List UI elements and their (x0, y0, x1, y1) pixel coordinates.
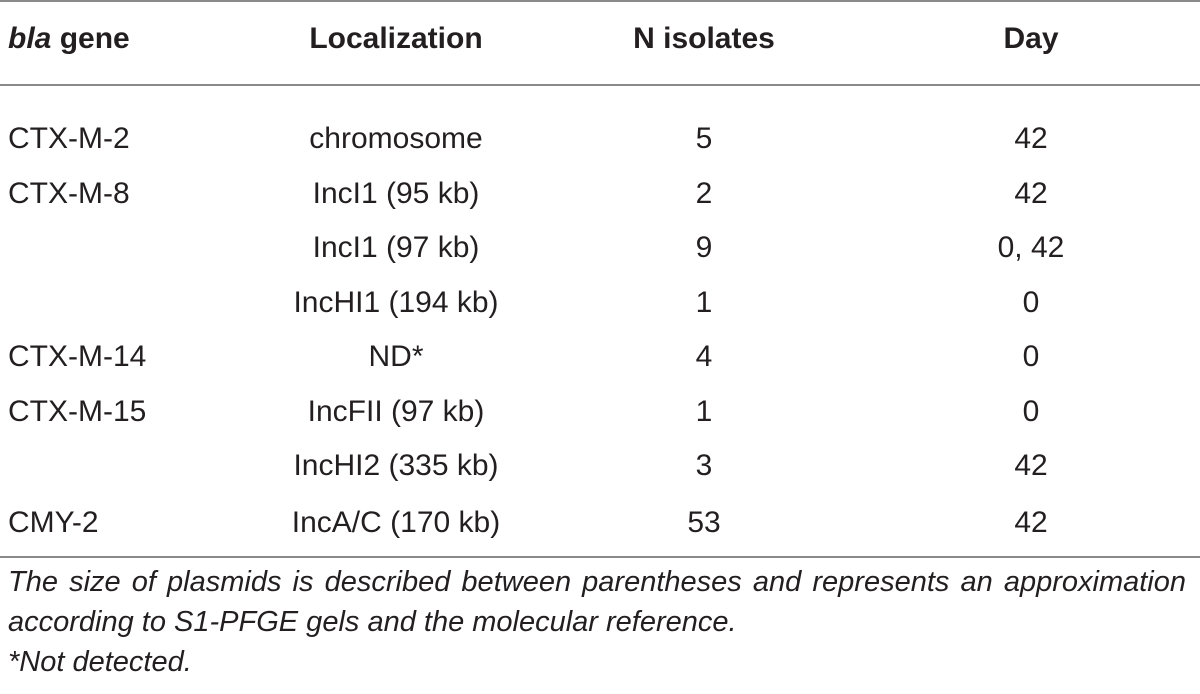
cell-gene (0, 276, 246, 331)
cell-n-isolates: 3 (695, 449, 713, 483)
footnote-not-detected: *Not detected. (8, 646, 192, 678)
header-day: Day (862, 1, 1200, 85)
cell-n-isolates: 5 (695, 122, 713, 156)
cell-day: 0 (1022, 394, 1040, 428)
cell-n-isolates: 1 (695, 285, 713, 319)
table-row (0, 167, 1200, 222)
cell-gene: CMY-2 (0, 494, 246, 557)
cell-n-isolates: 9 (695, 231, 713, 265)
header-bla-gene (0, 1, 246, 85)
cell-localization: IncI1 (95 kb) (312, 176, 480, 210)
header-gene-text: gene (51, 22, 130, 55)
header-row (0, 1, 1200, 85)
cell-n-isolates: 2 (695, 176, 713, 210)
header-n-isolates: N isolates (546, 1, 862, 85)
table-body (0, 85, 1200, 557)
cell-n-isolates: 4 (695, 340, 713, 374)
cell-gene: CTX-M-15 (8, 394, 147, 428)
cell-day: 0 (1022, 340, 1040, 374)
cell-day: 42 (1014, 176, 1048, 210)
table-header (0, 1, 1200, 85)
cell-n-isolates: 1 (695, 394, 713, 428)
cell-localization: IncFII (97 kb) (307, 394, 485, 428)
spacer-row (0, 85, 1200, 112)
cell-gene: CTX-M-8 (8, 176, 130, 210)
table-row (0, 494, 1200, 557)
cell-gene (0, 221, 246, 276)
cell-localization: IncHI2 (335 kb) (293, 449, 499, 483)
cell-n-isolates: 53 (546, 494, 862, 557)
cell-localization: chromosome (309, 122, 483, 156)
footnote-description: The size of plasmids is described between parentheses and represents an approximation according to S1-PFGE gels and the molecular reference. (8, 566, 1186, 638)
table-row (0, 221, 1200, 276)
table-row (0, 439, 1200, 494)
header-localization: Localization (246, 1, 546, 85)
cell-gene (0, 439, 246, 494)
table-row (0, 276, 1200, 331)
cell-localization: IncHI1 (194 kb) (293, 285, 499, 319)
cell-day: 42 (1014, 122, 1048, 156)
cell-day: 0, 42 (997, 231, 1065, 265)
cell-day: 0 (1022, 285, 1040, 319)
header-bla-italic: bla (8, 22, 52, 55)
cell-gene: CTX-M-14 (8, 340, 147, 374)
spacer-cell (0, 85, 1200, 112)
table-row (0, 330, 1200, 385)
cell-day: 42 (1014, 449, 1048, 483)
cell-gene: CTX-M-2 (8, 122, 130, 156)
table-row (0, 385, 1200, 440)
cell-localization: IncI1 (97 kb) (312, 231, 480, 265)
table-row (0, 112, 1200, 167)
cell-localization: ND* (368, 340, 424, 374)
cell-localization: IncA/C (170 kb) (246, 494, 546, 557)
table-footnote (8, 562, 1186, 682)
cell-day: 42 (862, 494, 1200, 557)
